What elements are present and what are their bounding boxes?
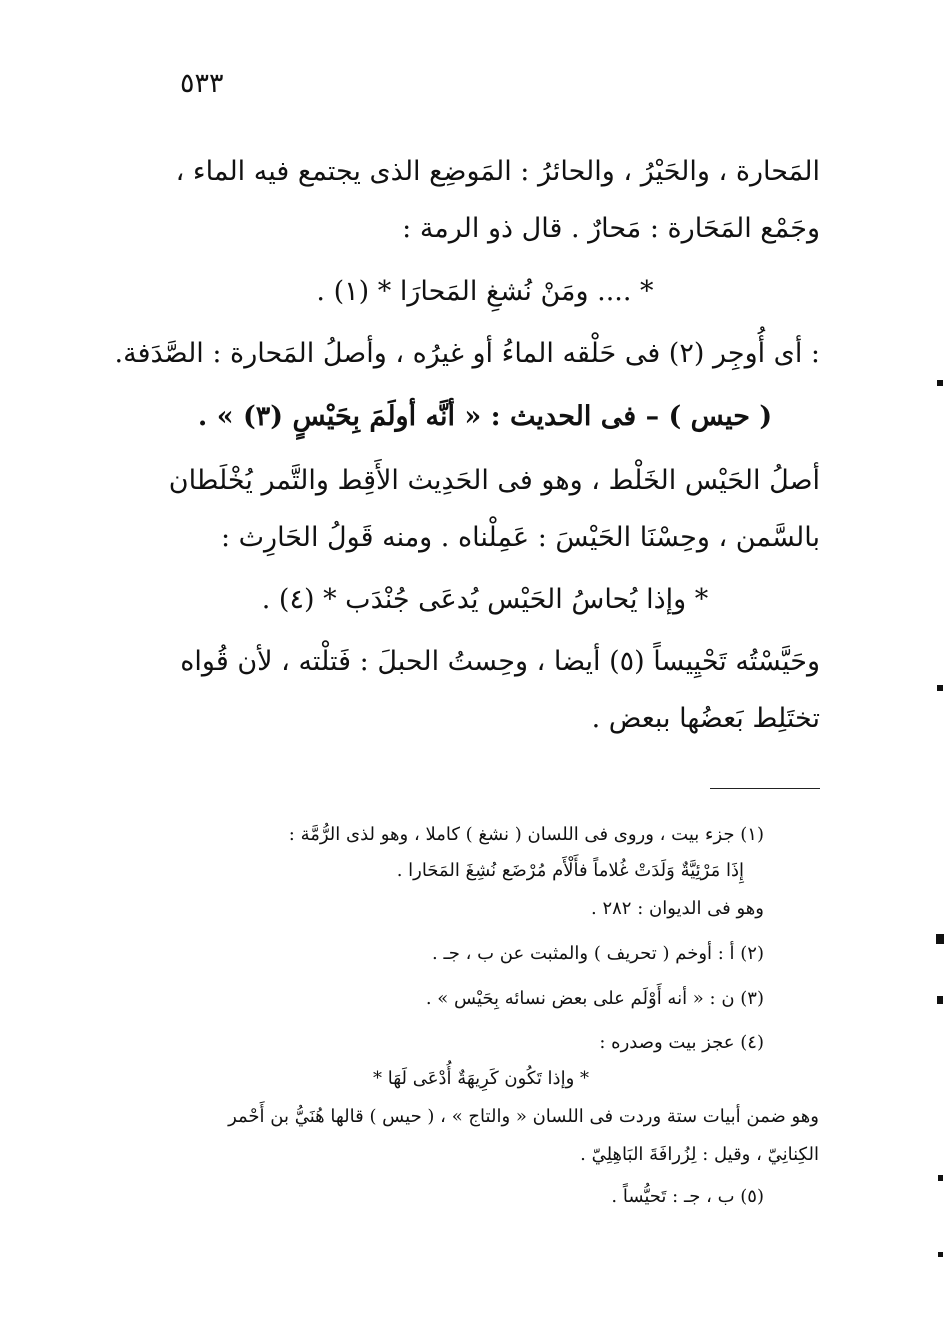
footnote-4: (٤) عجز بيت وصدره : bbox=[599, 1032, 764, 1053]
footnote-1-verse: إِذَا مَرْئِيَّةٌ وَلَدَتْ غُلاماً فأَلْأَم مُرْضَع نُشِغَ المَحَارا . bbox=[396, 860, 744, 881]
text-line: وحَيَّسْتُه تَحْيِيساً (٥) أيضا ، وحِستُ الحبلَ : فَتلْته ، لأن قُواه bbox=[180, 646, 820, 677]
text-line: وجَمْع المَحَارة : مَحارٌ . قال ذو الرمة : bbox=[402, 213, 820, 244]
footnote-4-verse: * وإذا تَكُون كَرِيهَةٌ أُدْعَى لَهَا * bbox=[373, 1068, 589, 1089]
footnote-5: (٥) ب ، جـ : تَحيُّساً . bbox=[611, 1186, 764, 1207]
text-line: المَحارة ، والحَيْرُ ، والحائرُ : المَوضِع الذى يجتمع فيه الماء ، bbox=[175, 156, 820, 187]
edge-mark bbox=[938, 1252, 943, 1257]
footnote-3: (٣) ن : « أنه أَوْلَم على بعض نسائه بِحَيْس » . bbox=[425, 988, 764, 1009]
footnote-1-source: وهو فى الديوان : ٢٨٢ . bbox=[591, 898, 764, 919]
page-number: ٥٣٣ bbox=[180, 68, 224, 99]
edge-mark bbox=[937, 685, 943, 691]
verse-line: * .... ومَنْ نُشغِ المَحارَا * (١) . bbox=[316, 276, 654, 307]
footnote-1: (١) جزء بيت ، وروى فى اللسان ( نشغ ) كاملا ، وهو لذى الرُّمَّة : bbox=[288, 824, 764, 845]
footnote-divider bbox=[710, 788, 820, 789]
edge-mark bbox=[938, 1175, 943, 1181]
edge-mark bbox=[936, 934, 944, 944]
footnote-4-note-cont: الكِنانِيّ ، وقيل : لِزُرافَةَ البَاهِلِيّ . bbox=[580, 1144, 819, 1165]
text-line: بالسَّمن ، وحِسْنَا الحَيْسَ : عَمِلْناه . ومنه قَولُ الحَارِث : bbox=[220, 522, 820, 553]
text-line: أصلُ الحَيْس الخَلْط ، وهو فى الحَدِيث الأَقِط والتَّمر يُخْلَطان bbox=[168, 465, 820, 496]
text-line: : أى أُوجِر (٢) فى حَلْقه الماءُ أو غيرُه ، وأصلُ المَحارة : الصَّدَفة. bbox=[114, 338, 820, 369]
footnote-2: (٢) أ : أوخم ( تحريف ) والمثبت عن ب ، جـ . bbox=[432, 943, 764, 964]
entry-heading: ( حيس ) – فى الحديث : « أنَّه أولَمَ بِحَيْسٍ (٣) » . bbox=[197, 401, 773, 432]
edge-mark bbox=[937, 996, 943, 1004]
footnote-4-note: وهو ضمن أبيات ستة وردت فى اللسان « والتاج » ، ( حيس ) قالها هُنَيُّ بن أَحْمر bbox=[228, 1106, 819, 1127]
text-line: تختَلِط بَعضُها ببعض . bbox=[591, 703, 820, 734]
edge-mark bbox=[937, 380, 943, 386]
main-text bbox=[114, 0, 820, 760]
verse-line: * وإذا يُحاسُ الحَيْس يُدعَى جُنْدَب * (٤) . bbox=[261, 584, 709, 615]
